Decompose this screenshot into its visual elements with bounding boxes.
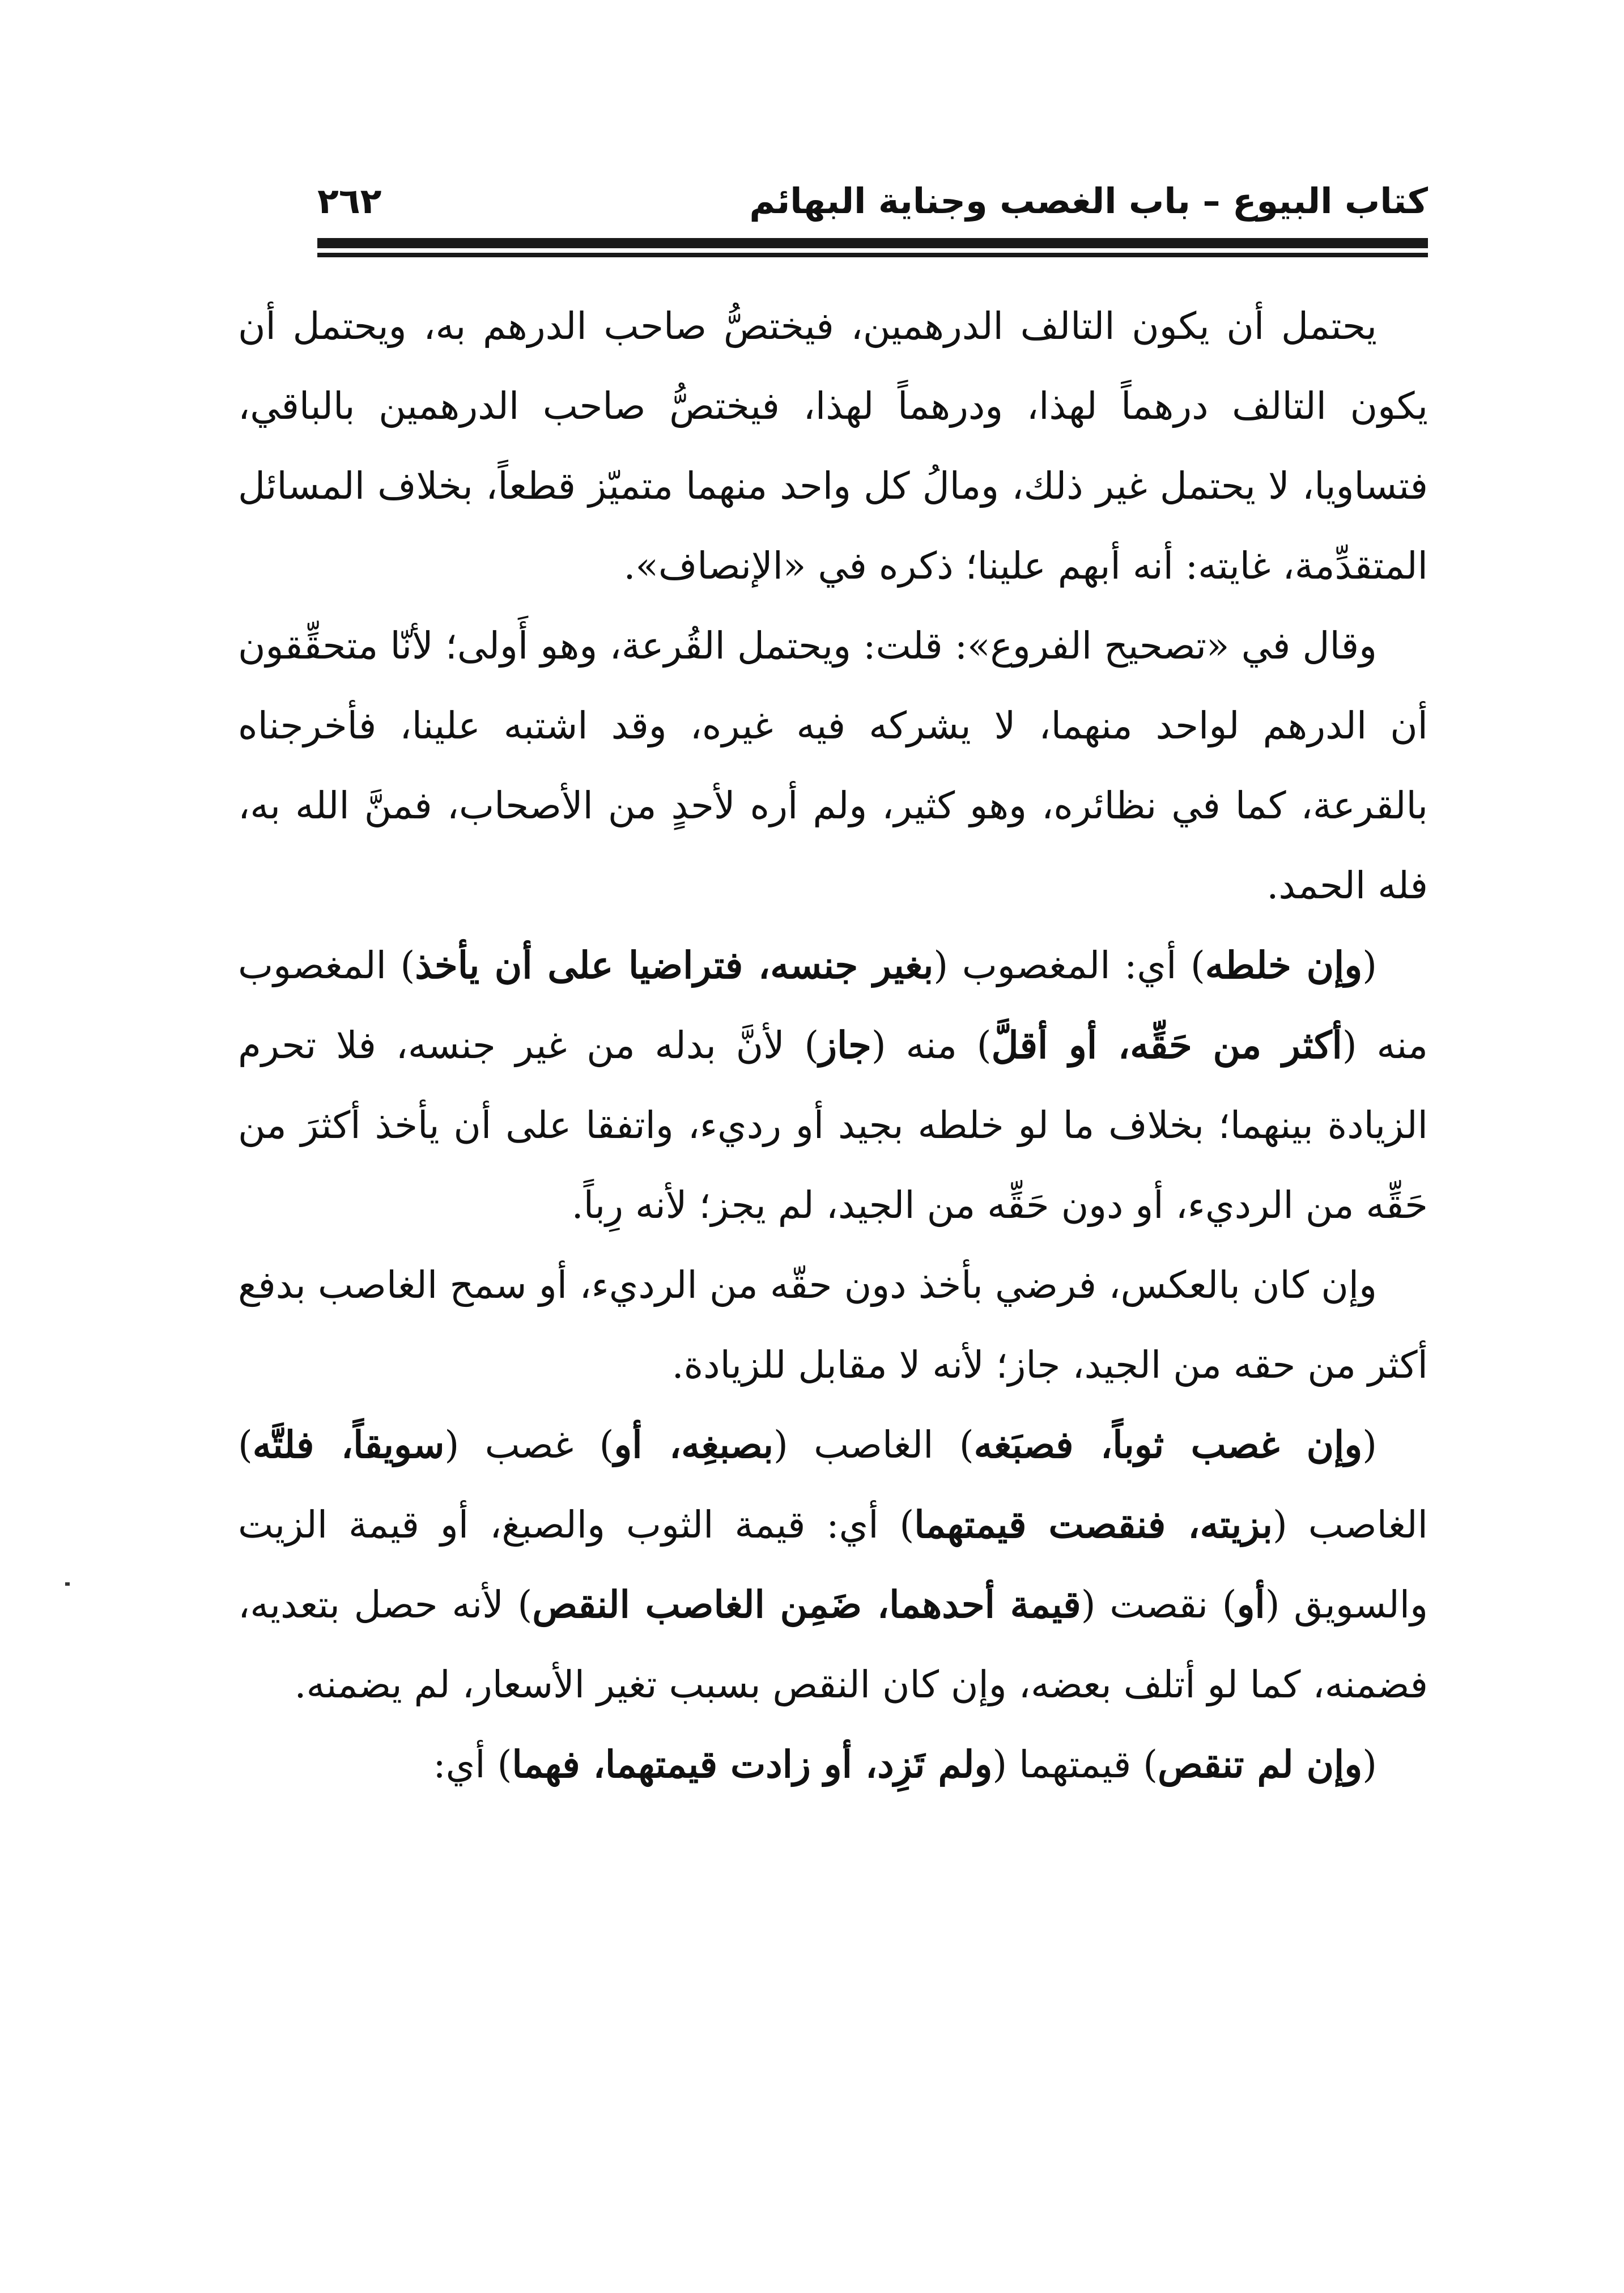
- commentary-text: ) المغصوب منه (: [238, 944, 1428, 1067]
- bold-matn-text: وإن لم تنقص: [1158, 1742, 1363, 1786]
- paragraph: [238, 1725, 1428, 1804]
- bold-matn-text: وإن غصب ثوباً، فصبَغه: [973, 1422, 1363, 1467]
- running-title: كتاب البيوع – باب الغصب وجناية البهائم: [749, 180, 1428, 222]
- bold-matn-text: بغير جنسه، فتراضيا على أن يأخذ: [415, 943, 934, 987]
- paragraph: [238, 925, 1428, 1245]
- paragraph: [238, 286, 1428, 606]
- bold-matn-text: بزيته، فنقصت قيمتهما: [914, 1502, 1273, 1547]
- commentary-text: ) أي: المغصوب (: [933, 944, 1205, 987]
- paragraph: [238, 1405, 1428, 1725]
- commentary-text: ) أي: قيمة الثوب والصبغ، أو قيمة الزيت والسويق (: [238, 1503, 1428, 1627]
- commentary-text: ) أي:: [433, 1743, 512, 1786]
- body-text: [238, 286, 1428, 1804]
- bold-matn-text: ولم تَزِد، أو زادت قيمتهما، فهما: [512, 1742, 993, 1786]
- bold-matn-text: بصبغِه، أو: [614, 1422, 774, 1467]
- header-rule-thin: [317, 253, 1428, 257]
- bold-matn-text: قيمة أحدهما، ضَمِن الغاصب النقص: [532, 1582, 1081, 1627]
- commentary-text: يحتمل أن يكون التالف الدرهمين، فيختصُّ صاحب الدرهم به، ويحتمل أن يكون التالف درهماً لهذا، ودرهماً لهذا، فيختصُّ صاحب الدرهمين بالباقي، فتساويا، لا يحتمل غير ذلك، ومالُ كل واحد منهما متميّز قطعاً، بخلاف المسائل المتقدِّمة، غايته: أنه أبهم علينا؛ ذكره في «الإنصاف».: [238, 304, 1428, 588]
- commentary-text: (: [1362, 1423, 1378, 1467]
- bold-matn-text: أو: [1236, 1582, 1265, 1627]
- commentary-text: ) نقصت (: [1081, 1583, 1237, 1627]
- scan-speck: [65, 1582, 70, 1586]
- page-header: [317, 170, 1428, 232]
- bold-matn-text: جاز: [819, 1023, 871, 1067]
- commentary-text: ) غصب (: [444, 1423, 614, 1467]
- commentary-text: وإن كان بالعكس، فرضي بأخذ دون حقّه من الرديء، أو سمح الغاصب بدفع أكثر من حقه من الجيد، جاز؛ لأنه لا مقابل للزيادة.: [238, 1263, 1428, 1387]
- page-number: ٢٦٢: [317, 180, 382, 222]
- commentary-text: ) الغاصب (: [773, 1423, 974, 1467]
- bold-matn-text: سويقاً، فلتَّه: [252, 1422, 445, 1467]
- commentary-text: ) منه (: [871, 1024, 992, 1067]
- commentary-text: ) لأنه حصل بتعديه، فضمنه، كما لو أتلف بعضه، وإن كان النقص بسبب تغير الأسعار، لم يضمنه.: [238, 1583, 1428, 1706]
- bold-matn-text: وإن خلطه: [1205, 943, 1363, 987]
- commentary-text: ) لأنَّ بدله من غير جنسه، فلا تحرم الزيادة بينهما؛ بخلاف ما لو خلطه بجيد أو رديء، واتفقا على أن يأخذ أكثرَ من حَقِّه من الرديء، أو دون حَقِّه من الجيد، لم يجز؛ لأنه رِباً.: [238, 1024, 1428, 1227]
- bold-matn-text: أكثر من حَقِّه، أو أقلَّ: [991, 1023, 1342, 1067]
- commentary-text: (: [1362, 944, 1377, 987]
- commentary-text: وقال في «تصحيح الفروع»: قلت: ويحتمل القُرعة، وهو أَولى؛ لأنّا متحقِّقون أن الدرهم لواحد منهما، لا يشركه فيه غيره، وقد اشتبه علينا، فأخرجناه بالقرعة، كما في نظائره، وهو كثير، ولم أره لأحدٍ من الأصحاب، فمنَّ الله به، فله الحمد.: [238, 624, 1428, 907]
- header-rule-thick: [317, 238, 1428, 248]
- paragraph: [238, 606, 1428, 925]
- commentary-text: ) الغاصب (: [238, 1423, 1428, 1547]
- paragraph: [238, 1245, 1428, 1405]
- commentary-text: (: [1362, 1743, 1377, 1786]
- commentary-text: ) قيمتهما (: [992, 1743, 1158, 1786]
